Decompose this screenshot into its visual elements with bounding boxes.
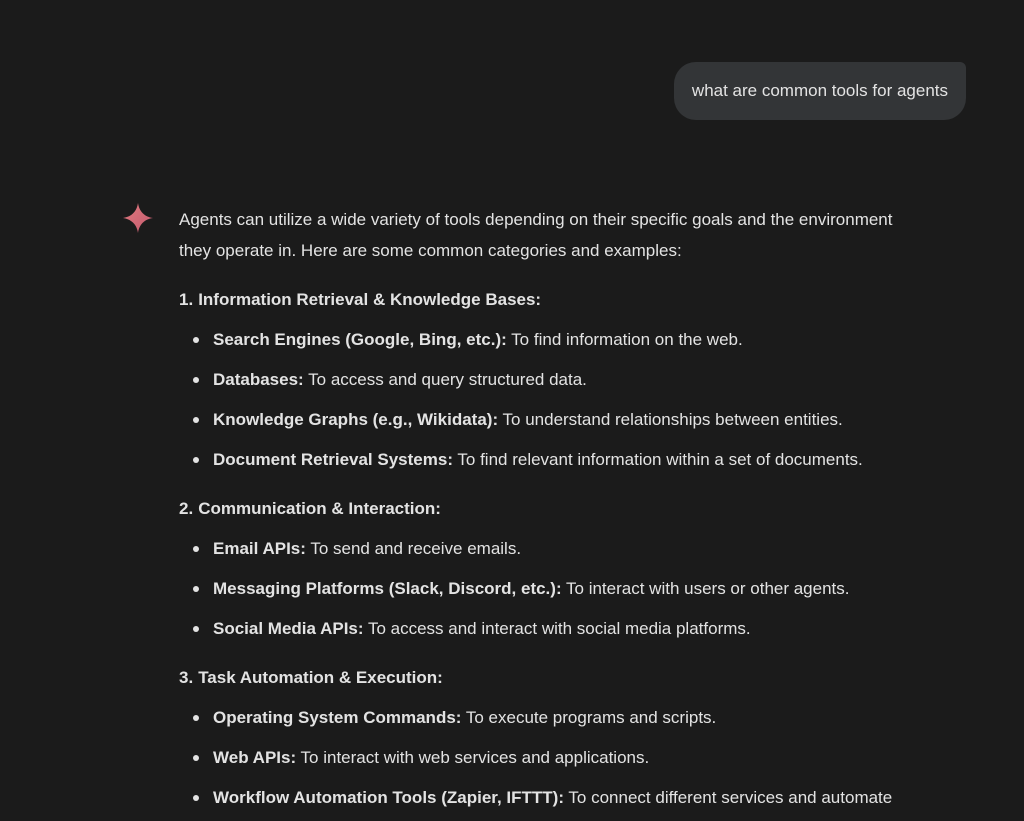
item-term: Search Engines (Google, Bing, etc.): xyxy=(213,330,507,349)
section-heading xyxy=(179,284,969,315)
bullet-list xyxy=(179,533,969,644)
item-desc: To connect different services and automate xyxy=(564,788,893,807)
bullet-dot xyxy=(193,417,199,423)
bullet-dot xyxy=(193,457,199,463)
item-term: Social Media APIs: xyxy=(213,619,364,638)
section-heading xyxy=(179,662,969,693)
bullet-dot xyxy=(193,626,199,632)
item-desc: To interact with users or other agents. xyxy=(561,579,850,598)
bullet-dot xyxy=(193,795,199,801)
section-number: 1. xyxy=(179,290,194,309)
item-desc: To access and query structured data. xyxy=(303,370,587,389)
item-term: Email APIs: xyxy=(213,539,306,558)
model-response xyxy=(179,204,969,821)
bullet-dot xyxy=(193,337,199,343)
item-desc: To execute programs and scripts. xyxy=(461,708,717,727)
list-item xyxy=(179,404,969,435)
list-item xyxy=(179,364,969,395)
item-term: Knowledge Graphs (e.g., Wikidata): xyxy=(213,410,499,429)
bullet-dot xyxy=(193,755,199,761)
item-term: Operating System Commands: xyxy=(213,708,462,727)
list-item xyxy=(179,613,969,644)
section-title: Task Automation & Execution: xyxy=(198,668,443,687)
list-item xyxy=(179,573,969,604)
item-desc: To interact with web services and applications. xyxy=(296,748,650,767)
section-title: Communication & Interaction: xyxy=(198,499,441,518)
list-item xyxy=(179,782,969,813)
user-message-bubble xyxy=(674,62,966,120)
list-item xyxy=(179,444,969,475)
bullet-dot xyxy=(193,715,199,721)
section-heading xyxy=(179,493,969,524)
bullet-list xyxy=(179,324,969,475)
item-term: Messaging Platforms (Slack, Discord, etc.): xyxy=(213,579,562,598)
item-term: Web APIs: xyxy=(213,748,297,767)
list-item xyxy=(179,742,969,773)
list-item xyxy=(179,324,969,355)
bullet-dot xyxy=(193,546,199,552)
bullet-list xyxy=(179,702,969,813)
bullet-dot xyxy=(193,377,199,383)
item-desc: To find relevant information within a set of documents. xyxy=(452,450,863,469)
section-title: Information Retrieval & Knowledge Bases: xyxy=(198,290,542,309)
intro-line-2: they operate in. Here are some common categories and examples: xyxy=(179,241,682,260)
list-item xyxy=(179,702,969,733)
user-message-text: what are common tools for agents xyxy=(691,81,948,100)
item-desc: To access and interact with social media platforms. xyxy=(363,619,751,638)
section-number: 2. xyxy=(179,499,194,518)
item-desc: To send and receive emails. xyxy=(305,539,522,558)
section-number: 3. xyxy=(179,668,194,687)
item-term: Databases: xyxy=(213,370,304,389)
bullet-dot xyxy=(193,586,199,592)
item-term: Workflow Automation Tools (Zapier, IFTTT): xyxy=(213,788,564,807)
response-intro xyxy=(179,204,969,266)
item-desc: To find information on the web. xyxy=(506,330,743,349)
list-item xyxy=(179,533,969,564)
gemini-sparkle-icon xyxy=(122,202,154,234)
intro-line-1: Agents can utilize a wide variety of tools depending on their specific goals and the environment xyxy=(179,210,893,229)
item-desc: To understand relationships between entities. xyxy=(498,410,843,429)
item-term: Document Retrieval Systems: xyxy=(213,450,453,469)
